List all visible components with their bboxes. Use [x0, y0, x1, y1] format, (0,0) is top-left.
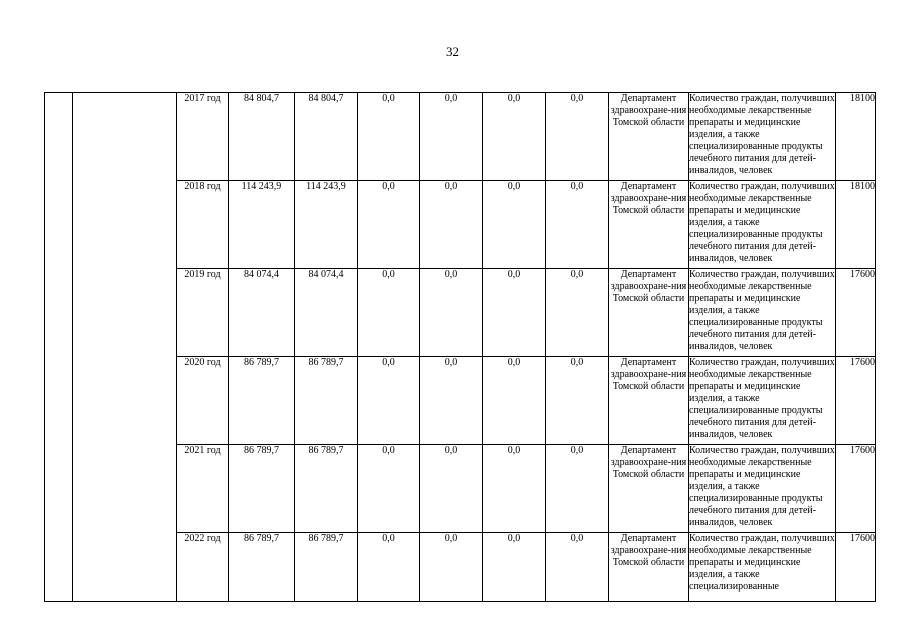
department-cell	[609, 181, 689, 269]
federal-amount-cell	[358, 269, 420, 357]
year-cell-text: 2017 год	[184, 93, 221, 104]
indicator-cell	[689, 269, 836, 357]
regional-amount-cell-text: 86 789,7	[308, 445, 344, 456]
indicator-value-cell-text: 18100	[850, 181, 875, 192]
indicator-cell	[689, 445, 836, 533]
federal-amount-cell	[358, 93, 420, 181]
other-amount-cell	[546, 269, 609, 357]
regional-amount-cell	[295, 445, 358, 533]
extrabudget-amount-cell	[483, 445, 546, 533]
regional-amount-cell	[295, 93, 358, 181]
extrabudget-amount-cell-text: 0,0	[507, 269, 521, 280]
department-cell-text: Департамент здравоохране-ния Томской области	[610, 357, 687, 392]
page-number: 32	[446, 44, 459, 59]
total-amount-cell-text: 84 804,7	[244, 93, 279, 104]
department-cell	[609, 445, 689, 533]
extrabudget-amount-cell-text: 0,0	[507, 445, 521, 456]
other-amount-cell-text: 0,0	[570, 269, 584, 280]
indicator-cell	[689, 533, 836, 602]
federal-amount-cell-text: 0,0	[382, 533, 395, 544]
indicator-cell-text: Количество граждан, получивших необходимые лекарственные препараты и медицинские изделия, а также специализированные продукты лечебного питания для детей-инвалидов, человек	[689, 181, 835, 264]
other-amount-cell-text: 0,0	[570, 357, 584, 368]
regional-amount-cell	[295, 357, 358, 445]
other-amount-cell-text: 0,0	[570, 445, 584, 456]
federal-amount-cell	[358, 181, 420, 269]
extrabudget-amount-cell	[483, 93, 546, 181]
indicator-value-cell-text: 17600	[850, 445, 875, 456]
total-amount-cell	[229, 445, 295, 533]
regional-amount-cell	[295, 533, 358, 602]
other-amount-cell-text: 0,0	[570, 93, 584, 104]
local-amount-cell	[420, 93, 483, 181]
regional-amount-cell	[295, 181, 358, 269]
regional-amount-cell-text: 114 243,9	[306, 181, 346, 192]
total-amount-cell	[229, 533, 295, 602]
other-amount-cell	[546, 533, 609, 602]
federal-amount-cell-text: 0,0	[382, 93, 395, 104]
indicator-value-cell-text: 17600	[850, 533, 875, 544]
extrabudget-amount-cell-text: 0,0	[507, 357, 521, 368]
indicator-cell-text: Количество граждан, получивших необходимые лекарственные препараты и медицинские изделия, а также специализированные продукты лечебного питания для детей-инвалидов, человек	[689, 93, 835, 176]
department-cell-text: Департамент здравоохране-ния Томской области	[610, 445, 687, 480]
indicator-cell	[689, 357, 836, 445]
regional-amount-cell-text: 84 074,4	[308, 269, 344, 280]
year-cell	[177, 445, 229, 533]
federal-amount-cell-text: 0,0	[382, 357, 395, 368]
total-amount-cell	[229, 269, 295, 357]
year-cell-text: 2018 год	[184, 181, 221, 192]
budget-table	[44, 92, 876, 602]
federal-amount-cell-text: 0,0	[382, 445, 395, 456]
local-amount-cell-text: 0,0	[444, 533, 458, 544]
indicator-value-cell-text: 17600	[850, 269, 875, 280]
local-amount-cell-text: 0,0	[444, 445, 458, 456]
year-cell-text: 2022 год	[184, 533, 221, 544]
indicator-cell-text: Количество граждан, получивших необходимые лекарственные препараты и медицинские изделия, а также специализированные	[689, 533, 835, 592]
table-row	[45, 93, 876, 181]
federal-amount-cell	[358, 357, 420, 445]
table-body	[45, 93, 876, 602]
department-cell	[609, 269, 689, 357]
local-amount-cell-text: 0,0	[444, 93, 458, 104]
department-cell-text: Департамент здравоохране-ния Томской области	[610, 181, 687, 216]
indicator-cell	[689, 181, 836, 269]
indicator-cell-text: Количество граждан, получивших необходимые лекарственные препараты и медицинские изделия, а также специализированные продукты лечебного питания для детей-инвалидов, человек	[689, 357, 835, 440]
local-amount-cell-text: 0,0	[444, 269, 458, 280]
year-cell-text: 2019 год	[184, 269, 221, 280]
indicator-cell-text: Количество граждан, получивших необходимые лекарственные препараты и медицинские изделия, а также специализированные продукты лечебного питания для детей-инвалидов, человек	[689, 445, 835, 528]
indicator-value-cell	[836, 181, 876, 269]
local-amount-cell-text: 0,0	[444, 357, 458, 368]
other-amount-cell	[546, 93, 609, 181]
indicator-value-cell-text: 17600	[850, 357, 875, 368]
extrabudget-amount-cell	[483, 269, 546, 357]
federal-amount-cell	[358, 533, 420, 602]
year-cell	[177, 269, 229, 357]
other-amount-cell	[546, 445, 609, 533]
total-amount-cell-text: 86 789,7	[244, 533, 279, 544]
total-amount-cell	[229, 181, 295, 269]
indicator-value-cell	[836, 533, 876, 602]
extrabudget-amount-cell	[483, 533, 546, 602]
year-cell	[177, 181, 229, 269]
extrabudget-amount-cell-text: 0,0	[507, 533, 521, 544]
regional-amount-cell	[295, 269, 358, 357]
department-cell	[609, 93, 689, 181]
federal-amount-cell	[358, 445, 420, 533]
total-amount-cell-text: 86 789,7	[244, 357, 279, 368]
extrabudget-amount-cell-text: 0,0	[507, 181, 521, 192]
extrabudget-amount-cell-text: 0,0	[507, 93, 521, 104]
department-cell-text: Департамент здравоохране-ния Томской области	[610, 93, 687, 128]
indicator-value-cell-text: 18100	[850, 93, 875, 104]
department-cell-text: Департамент здравоохране-ния Томской области	[610, 269, 687, 304]
regional-amount-cell-text: 86 789,7	[308, 533, 344, 544]
other-amount-cell-text: 0,0	[570, 181, 584, 192]
local-amount-cell	[420, 357, 483, 445]
indicator-value-cell	[836, 269, 876, 357]
regional-amount-cell-text: 86 789,7	[308, 357, 344, 368]
department-cell-text: Департамент здравоохране-ния Томской области	[610, 533, 687, 568]
other-amount-cell	[546, 181, 609, 269]
extrabudget-amount-cell	[483, 181, 546, 269]
year-cell	[177, 533, 229, 602]
federal-amount-cell-text: 0,0	[382, 269, 395, 280]
indicator-value-cell	[836, 445, 876, 533]
department-cell	[609, 357, 689, 445]
extrabudget-amount-cell	[483, 357, 546, 445]
blank-column-a	[45, 93, 73, 602]
total-amount-cell	[229, 357, 295, 445]
total-amount-cell	[229, 93, 295, 181]
federal-amount-cell-text: 0,0	[382, 181, 395, 192]
local-amount-cell	[420, 533, 483, 602]
department-cell	[609, 533, 689, 602]
regional-amount-cell-text: 84 804,7	[308, 93, 344, 104]
year-cell	[177, 93, 229, 181]
total-amount-cell-text: 84 074,4	[244, 269, 279, 280]
blank-column-b	[73, 93, 177, 602]
indicator-cell	[689, 93, 836, 181]
indicator-value-cell	[836, 357, 876, 445]
local-amount-cell-text: 0,0	[444, 181, 458, 192]
total-amount-cell-text: 86 789,7	[244, 445, 279, 456]
local-amount-cell	[420, 445, 483, 533]
indicator-value-cell	[836, 93, 876, 181]
year-cell	[177, 357, 229, 445]
year-cell-text: 2020 год	[184, 357, 221, 368]
other-amount-cell	[546, 357, 609, 445]
year-cell-text: 2021 год	[184, 445, 221, 456]
local-amount-cell	[420, 181, 483, 269]
local-amount-cell	[420, 269, 483, 357]
total-amount-cell-text: 114 243,9	[241, 181, 282, 192]
other-amount-cell-text: 0,0	[570, 533, 584, 544]
indicator-cell-text: Количество граждан, получивших необходимые лекарственные препараты и медицинские изделия, а также специализированные продукты лечебного питания для детей-инвалидов, человек	[689, 269, 835, 352]
